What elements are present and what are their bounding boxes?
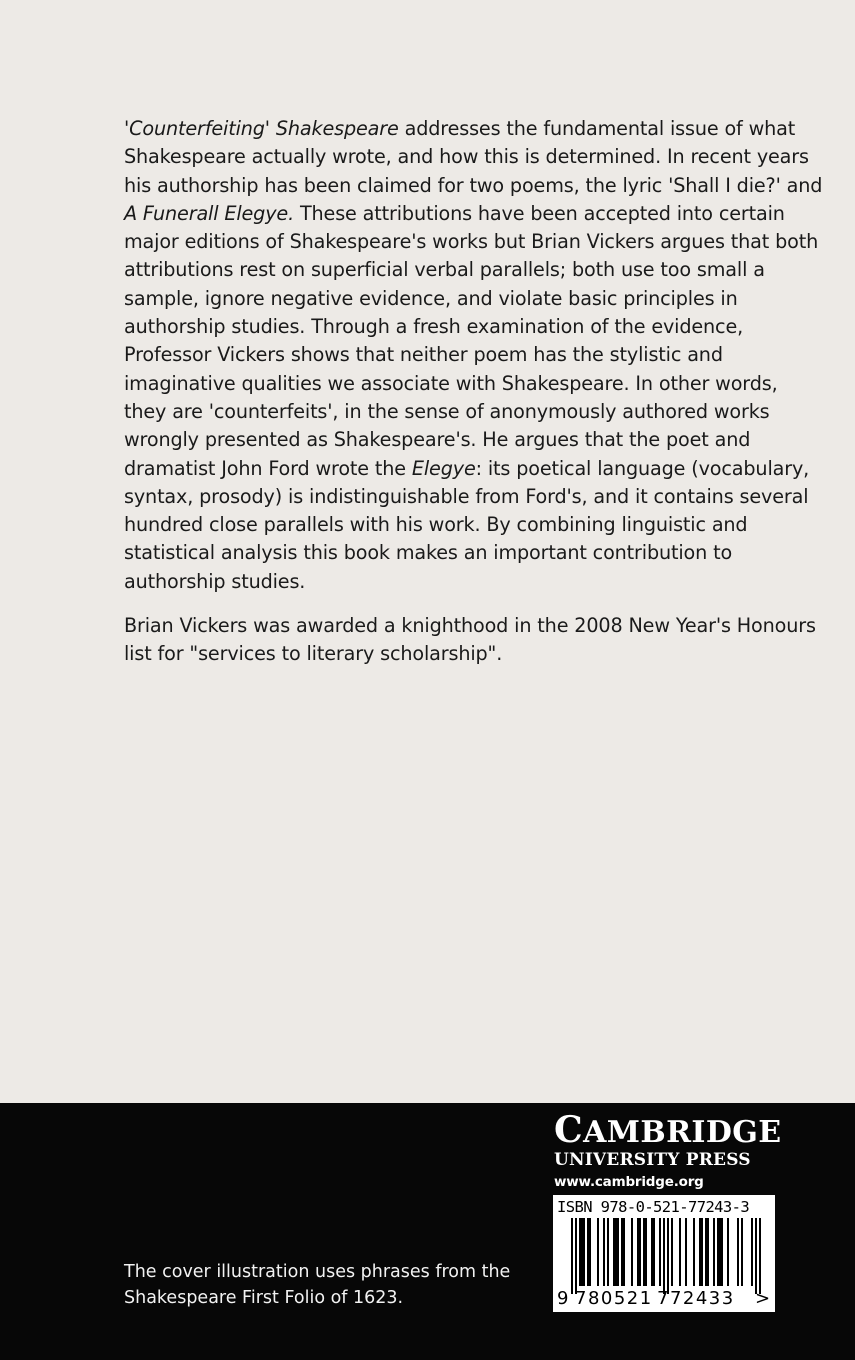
- barcode-bar: [713, 1218, 715, 1286]
- barcode-bar: [751, 1218, 753, 1286]
- barcode-bar: [613, 1218, 615, 1286]
- barcode-digits: [553, 1288, 775, 1310]
- barcode-bar: [671, 1218, 673, 1286]
- barcode-bar: [701, 1218, 703, 1286]
- barcode-bar: [755, 1218, 757, 1294]
- barcode-bar: [663, 1218, 665, 1294]
- barcode-bar: [705, 1218, 707, 1286]
- barcode-bar: [727, 1218, 729, 1286]
- book-title: 'Counterfeiting' Shakespeare: [124, 117, 399, 140]
- barcode-bar: [603, 1218, 605, 1286]
- barcode-bar: [583, 1218, 585, 1286]
- barcode-bar: [589, 1218, 591, 1286]
- barcode-bar: [623, 1218, 625, 1286]
- publisher-name-initial: C: [554, 1109, 584, 1151]
- barcode-bar: [659, 1218, 661, 1286]
- barcode-bar: [699, 1218, 701, 1286]
- barcode-bar: [607, 1218, 609, 1286]
- barcode-lead-digit: 9: [557, 1288, 569, 1309]
- barcode-bar: [679, 1218, 681, 1286]
- barcode-bar: [615, 1218, 617, 1286]
- barcode-bar: [631, 1218, 633, 1286]
- barcode-arrow: >: [755, 1288, 771, 1309]
- barcode-bar: [719, 1218, 721, 1286]
- barcode-bar: [685, 1218, 687, 1286]
- barcode-bar: [643, 1218, 645, 1286]
- blurb-text-part-1: addresses the fundamental issue of what Shakespeare actually wrote, and how this is determined. In recent years his authorship has been claimed for two poems, the lyric 'Shall I die?' and: [124, 117, 823, 197]
- barcode-bar: [587, 1218, 589, 1286]
- publisher-name: [554, 1109, 782, 1151]
- elegye-italic: Elegye: [411, 456, 476, 480]
- barcode-bar: [741, 1218, 743, 1286]
- barcode-bar: [653, 1218, 655, 1286]
- barcode-bar: [693, 1218, 695, 1286]
- publisher-url: www.cambridge.org: [554, 1174, 704, 1190]
- poem-title: A Funerall Elegye.: [124, 201, 295, 225]
- barcode-bar: [597, 1218, 599, 1286]
- barcode-bar: [617, 1218, 619, 1286]
- barcode-bar: [579, 1218, 581, 1286]
- blurb-text-part-3: : its poetical language (vocabulary, syntax, prosody) is indistinguishable from Ford's, and it contains several hundred close parallels with his work. By combining linguistic and statistical analysis this book makes an important contribution to authorship studies.: [124, 456, 810, 593]
- barcode-bar: [717, 1218, 719, 1286]
- blurb-paragraph-author: Brian Vickers was awarded a knighthood in the 2008 New Year's Honours list for "services to literary scholarship".: [124, 614, 816, 666]
- blurb-paragraph-description: [124, 115, 824, 596]
- barcode-bar: [651, 1218, 653, 1286]
- barcode-bars: [555, 1218, 773, 1294]
- barcode-bar: [575, 1218, 577, 1294]
- barcode-bar: [721, 1218, 723, 1286]
- cover-illustration-note: The cover illustration uses phrases from the Shakespeare First Folio of 1623.: [124, 1262, 511, 1308]
- barcode-right-group: 772433: [657, 1288, 735, 1309]
- barcode-bar: [581, 1218, 583, 1286]
- back-cover-blurb: [124, 115, 824, 669]
- isbn-label: ISBN 978-0-521-77243-3: [557, 1198, 750, 1216]
- barcode-bar: [707, 1218, 709, 1286]
- barcode-bar: [637, 1218, 639, 1286]
- isbn-barcode: [553, 1195, 775, 1312]
- publisher-press: UNIVERSITY PRESS: [554, 1150, 751, 1170]
- cambridge-university-press-logo: [554, 1109, 782, 1192]
- barcode-left-group: 780521: [575, 1288, 653, 1309]
- barcode-bar: [667, 1218, 669, 1294]
- barcode-bar: [621, 1218, 623, 1286]
- publisher-name-rest: AMBRIDGE: [583, 1115, 782, 1150]
- blurb-text-part-2: These attributions have been accepted into certain major editions of Shakespeare's works but Brian Vickers argues that both attributions rest on superficial verbal parallels; both use too small a sample, ignore negative evidence, and violate basic principles in authorship studies. Through a fresh examination of the evidence, Professor Vickers shows that neither poem has the stylistic and imaginative qualities we associate with Shakespeare. In other words, they are 'counterfeits', in the sense of anonymously authored works wrongly presented as Shakespeare's. He argues that the poet and dramatist John Ford wrote the: [124, 201, 819, 480]
- barcode-bar: [759, 1218, 761, 1294]
- barcode-bar: [737, 1218, 739, 1286]
- barcode-bar: [639, 1218, 641, 1286]
- footer-band: [0, 1103, 855, 1360]
- barcode-bar: [571, 1218, 573, 1294]
- barcode-bar: [645, 1218, 647, 1286]
